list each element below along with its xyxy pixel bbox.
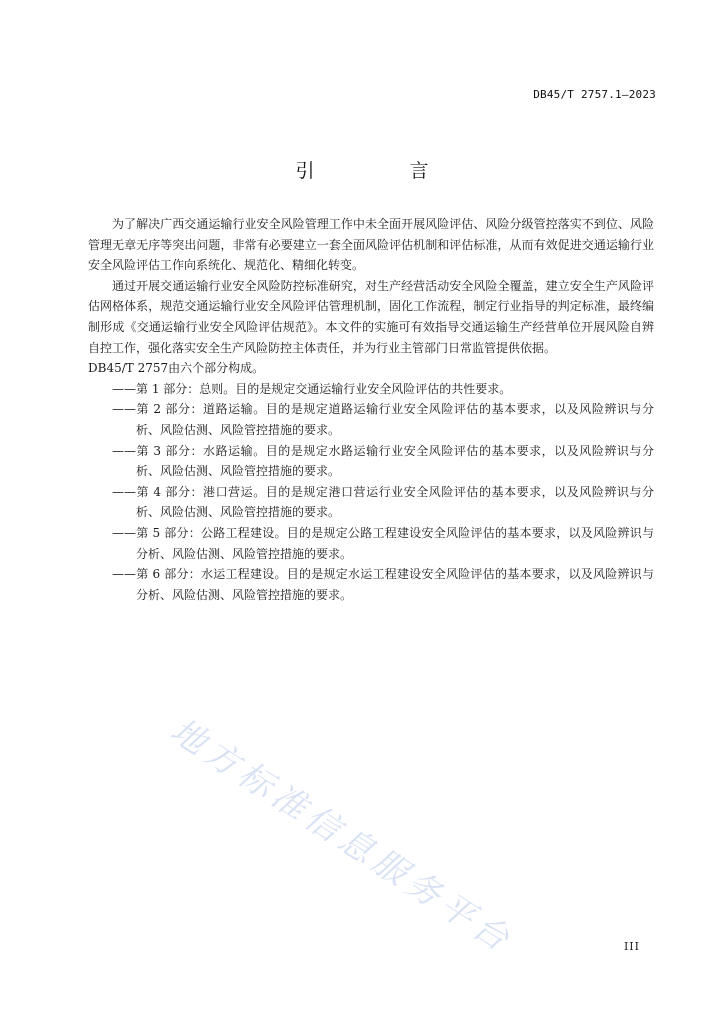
paragraph: DB45/T 2757由六个部分构成。 [88,361,265,376]
body-text [88,214,654,605]
list-item: ——第 4 部分：港口营运。目的是规定港口营运行业安全风险评估的基本要求，以及风险辨识与分析、风险估测、风险管控措施的要求。 [112,484,654,520]
list-item: ——第 6 部分：水运工程建设。目的是规定水运工程建设安全风险评估的基本要求，以及风险辨识与分析、风险估测、风险管控措施的要求。 [112,567,654,602]
section-title: 引 言 [295,160,467,182]
page-number: III [623,940,640,953]
list-item: ——第 1 部分：总则。目的是规定交通运输行业安全风险评估的共性要求。 [112,381,512,396]
list-item: ——第 2 部分：道路运输。目的是规定道路运输行业安全风险评估的基本要求，以及风险辨识与分析、风险估测、风险管控措施的要求。 [112,402,654,437]
paragraph: 通过开展交通运输行业安全风险防控标准研究，对生产经营活动安全风险全覆盖，建立安全生产风险评估网格体系，规范交通运输行业安全风险评估管理机制，固化工作流程，制定行业指导的判定标准，最终编制形成《交通运输行业安全风险评估规范》。本文件的实施可有效指导交通运输生产经营单位开展风险自辨自控工作，强化落实安全生产风险防控主体责任，并为行业主管部门日常监管提供依据。 [88,278,654,355]
list-item: ——第 5 部分：公路工程建设。目的是规定公路工程建设安全风险评估的基本要求，以及风险辨识与分析、风险估测、风险管控措施的要求。 [112,525,654,561]
list-item: ——第 3 部分：水路运输。目的是规定水路运输行业安全风险评估的基本要求，以及风险辨识与分析、风险估测、风险管控措施的要求。 [112,443,654,479]
paragraph: 为了解决广西交通运输行业安全风险管理工作中未全面开展风险评估、风险分级管控落实不到位、风险管理无章无序等突出问题，非常有必要建立一套全面风险评估机制和评估标准，从而有效促进交通运输行业安全风险评估工作向系统化、规范化、精细化转变。 [88,217,654,273]
watermark: 地方标准信息服务平台 [163,710,521,963]
document-code: DB45/T 2757.1—2023 [533,88,656,101]
